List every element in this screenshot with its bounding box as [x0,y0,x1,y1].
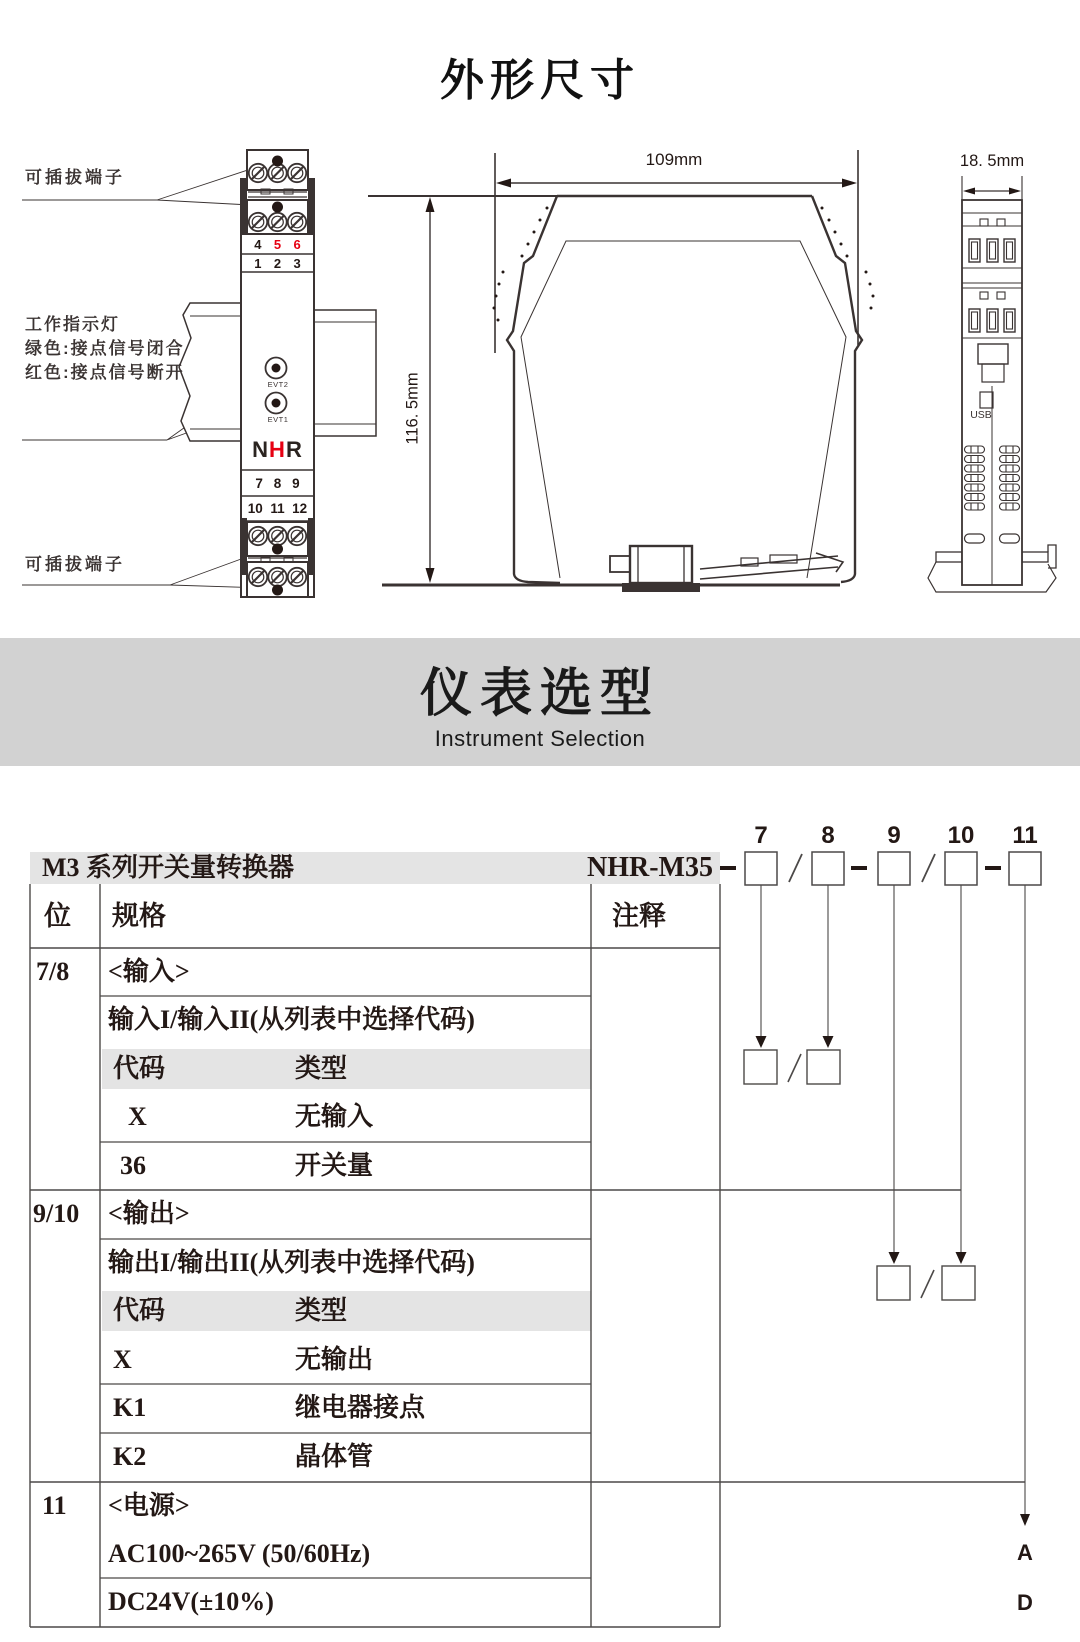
terminal-12: 12 [292,501,308,516]
spec-input-type-x: 无输入 [295,1102,374,1131]
label-indicator-red: 红色:接点信号断开 [25,363,185,382]
spec-power-header: <电源> [108,1491,190,1520]
digit-label-10: 10 [947,822,975,849]
spec-input-type-header: 类型 [295,1054,348,1083]
digit-label-11: 11 [1012,822,1038,849]
led-label-evt1: EVT1 [267,415,289,424]
digit-label-8: 8 [821,822,835,849]
terminal-numbers-4-5-6 [241,234,314,254]
terminal-9: 9 [292,475,300,491]
brand-logo [241,437,314,463]
code-box-7 [745,852,777,885]
spec-input-type-36: 开关量 [295,1151,374,1180]
spec-input-desc: 输入I/输入II(从列表中选择代码) [108,1005,475,1034]
terminal-numbers-10-11-12 [241,496,314,521]
selection-code-diagram [720,852,1041,1526]
brand-letter-n: N [252,437,270,462]
digit-label-7: 7 [754,822,768,849]
module-side-outline [507,196,862,583]
spec-output-desc: 输出I/输出II(从列表中选择代码) [108,1248,475,1277]
column-header-spec: 规格 [112,901,166,931]
terminal-block-top [240,150,315,235]
brand-letter-r: R [285,437,303,462]
spec-output-code-k1: K1 [113,1393,147,1422]
page-title: 外形尺寸 [440,56,640,105]
model-number: NHR-M35 [587,852,713,883]
position-value-78: 7/8 [36,957,70,986]
din-clip [382,546,843,592]
spec-output-type-x: 无输出 [295,1345,374,1374]
input-code-box-2 [807,1050,840,1084]
code-box-10 [945,852,977,885]
series-title: M3 系列开关量转换器 [42,853,295,882]
position-value-11: 11 [42,1491,67,1520]
code-box-11 [1009,852,1041,885]
terminal-4: 4 [254,236,262,252]
digit-label-9: 9 [887,822,901,849]
terminal-numbers-1-2-3 [241,254,314,272]
spec-output-type-header: 类型 [295,1296,348,1325]
position-value-910: 9/10 [33,1199,80,1228]
output-code-box-1 [877,1266,910,1300]
label-pluggable-terminal-top: 可插拔端子 [25,168,125,187]
terminal-block-bottom [240,518,315,597]
output-code-box-2 [942,1266,975,1300]
spec-output-type-k2: 晶体管 [295,1442,374,1471]
spec-output-code-x: X [113,1345,132,1374]
terminal-11: 11 [270,501,285,516]
terminal-1: 1 [254,255,262,271]
height-dimension-116mm [368,196,557,583]
code-box-9 [878,852,910,885]
code-box-8 [812,852,844,885]
column-header-note: 注释 [612,901,666,931]
spec-output-code-k2: K2 [113,1442,147,1471]
terminal-7: 7 [255,475,263,491]
spec-input-code-x: X [128,1102,147,1131]
input-code-box-1 [744,1050,777,1084]
terminal-8: 8 [273,475,282,491]
spec-power-ac: AC100~265V (50/60Hz) [108,1539,371,1568]
terminal-10: 10 [247,501,263,516]
dimension-height-116mm: 116. 5mm [403,372,422,445]
power-code-dc: D [1017,1590,1033,1615]
spec-power-dc: DC24V(±10%) [108,1587,274,1616]
terminal-numbers-7-8-9 [241,470,314,496]
side-view-drawing [368,150,875,592]
column-header-position: 位 [44,901,71,931]
brand-letter-h: H [269,437,286,462]
label-indicator-green: 绿色:接点信号闭合 [25,339,185,358]
banner-subtitle: Instrument Selection [434,726,646,751]
usb-label: USB [970,409,992,421]
terminal-5: 5 [273,236,282,252]
spec-output-code-header: 代码 [113,1296,166,1325]
terminal-6: 6 [293,236,301,252]
profile-view-drawing [928,176,1056,592]
label-pluggable-terminal-bottom: 可插拔端子 [25,555,125,574]
spec-input-header: <输入> [108,957,190,986]
width-dimension-109mm [495,150,858,353]
led-label-evt2: EVT2 [267,380,289,389]
spec-input-code-36: 36 [120,1151,146,1180]
spec-output-header: <输出> [108,1199,190,1228]
label-indicator-title: 工作指示灯 [25,315,120,334]
dotted-accents [493,207,875,322]
dimension-width-109mm: 109mm [645,150,703,169]
banner-title: 仪表选型 [419,665,660,723]
power-code-ac: A [1017,1540,1033,1565]
section-banner [0,638,1080,766]
spec-input-code-header: 代码 [113,1054,166,1083]
spec-output-type-k1: 继电器接点 [295,1393,426,1422]
dimension-width-18mm: 18. 5mm [959,152,1025,170]
terminal-2: 2 [273,255,282,271]
terminal-3: 3 [293,255,301,271]
